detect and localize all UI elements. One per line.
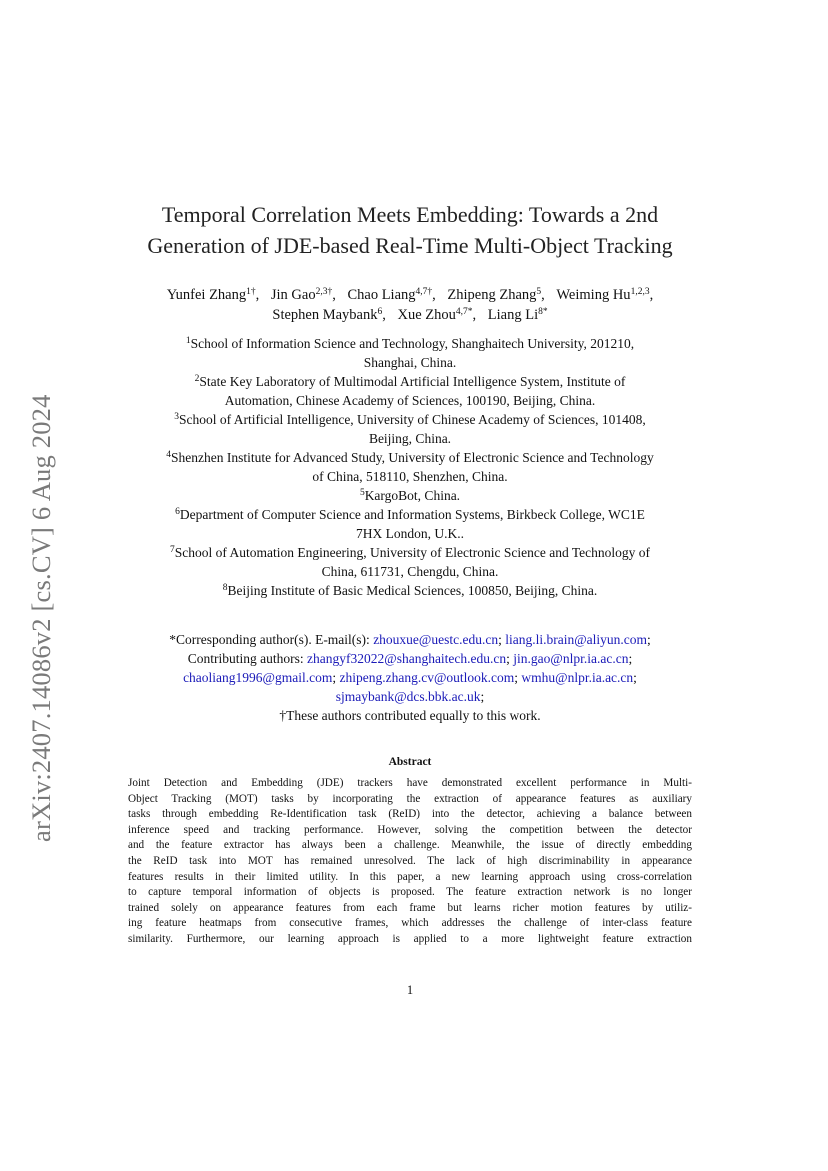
abstract-line: Joint Detection and Embedding (JDE) trackers have demonstrated excellent performance in Multi- xyxy=(128,777,692,789)
equal-contribution-note: †These authors contributed equally to this work. xyxy=(279,708,541,723)
affiliation: $^5$KargoBot, China. xyxy=(359,488,461,503)
abstract-line: similarity. Furthermore, our learning approach is applied to a more lightweight feature extraction xyxy=(128,932,692,945)
affiliation: $^7$School of Automation Engineering, University of Electronic Science and Technology of China, 611731, Chengdu, China. xyxy=(169,545,651,579)
affiliation: $^3$School of Artificial Intelligence, University of Chinese Academy of Sciences, 101408, Beijing, China. xyxy=(174,412,646,446)
author-line xyxy=(90,305,730,325)
contact-info: *Corresponding author(s). E-mail(s): zhouxue@uestc.edu.cn; liang.li.brain@aliyun.com; Contributing authors: zhangyf32022@shanghaitech.edu.cn; jin.gao@nlpr.ia.ac.cn; chaoliang1996@gmail.com; zhipeng.zhang.cv@outlook.com; wmhu@nlpr.ia.ac.cn; sjmaybank@dcs.bbk.ac.uk; †These authors contributed equally to this work. xyxy=(90,630,730,725)
abstract-line: trained solely on appearance features from each frame but learns richer motion features by utiliz- xyxy=(128,901,692,914)
author: Xue Zhou$^{4,7*}$, xyxy=(397,307,477,323)
affiliations xyxy=(90,334,730,600)
abstract-heading: Abstract xyxy=(388,756,432,768)
abstract-line: inference speed and tracking performance. However, solving the competition between the detector xyxy=(128,823,692,836)
abstract-line: features results in their limited utility. In this paper, a new learning approach using cross-correlation xyxy=(128,870,692,883)
affiliation: $^1$School of Information Science and Technology, Shanghaitech University, 201210, Shanghai, China. xyxy=(185,336,635,370)
page-number: 1 xyxy=(406,983,414,997)
abstract-body xyxy=(128,776,692,948)
email-link[interactable]: jin.gao@nlpr.ia.ac.cn xyxy=(513,651,629,666)
title-line: Generation of JDE-based Real-Time Multi-Object Tracking xyxy=(147,233,673,258)
contributing-label: Contributing authors: xyxy=(187,651,304,666)
title-line: Temporal Correlation Meets Embedding: Towards a 2nd xyxy=(161,202,659,227)
abstract-line: the ReID task into MOT has remained unresolved. The lack of high discriminability in appearance xyxy=(128,854,692,867)
author-line xyxy=(90,285,730,305)
email-link[interactable]: zhouxue@uestc.edu.cn xyxy=(373,632,499,647)
corresponding-label: *Corresponding author(s). E-mail(s): xyxy=(169,632,370,647)
author: Yunfei Zhang$^{1\dagger}$, xyxy=(166,287,260,303)
email-link[interactable]: zhangyf32022@shanghaitech.edu.cn xyxy=(307,651,507,666)
author: Zhipeng Zhang$^5$, xyxy=(447,287,545,303)
affiliation: $^4$Shenzhen Institute for Advanced Study, University of Electronic Science and Technology of China, 518110, Shenzhen, China. xyxy=(166,450,654,484)
email-link[interactable]: chaoliang1996@gmail.com xyxy=(183,670,333,685)
author: Liang $Li^{8*}$ xyxy=(487,307,548,323)
author: Stephen Maybank$^6$, xyxy=(272,307,386,323)
email-link[interactable]: sjmaybank@dcs.bbk.ac.uk xyxy=(335,689,481,704)
author: Chao Liang$^{4,7\dagger}$, xyxy=(347,287,436,303)
author: Weiming Hu$^{1,2,3}$, xyxy=(556,287,654,303)
abstract-line: and the feature extractor has always been a challenge. Meanwhile, the issue of directly embedding xyxy=(128,839,692,852)
abstract-line: ing feature heatmaps from consecutive frames, which addresses the challenge of inter-class feature xyxy=(128,917,692,930)
email-link[interactable]: liang.li.brain@aliyun.com xyxy=(505,632,647,647)
arxiv-identifier: arXiv:2407.14086v2 [cs.CV] 6 Aug 2024 xyxy=(26,394,56,842)
author: Jin Gao$^{2,3\dagger}$, xyxy=(270,287,336,303)
email-link[interactable]: wmhu@nlpr.ia.ac.cn xyxy=(521,670,634,685)
author-list xyxy=(90,285,730,325)
affiliation: $^6$Department of Computer Science and Information Systems, Birkbeck College, WC1E 7HX London, U.K.. xyxy=(175,507,645,541)
abstract-line: tasks through embedding Re-Identification task (ReID) into the detector, achieving a balance between xyxy=(128,808,692,821)
email-link[interactable]: zhipeng.zhang.cv@outlook.com xyxy=(339,670,515,685)
paper-title xyxy=(90,199,730,261)
affiliation: $^8$Beijing Institute of Basic Medical Sciences, 100850, Beijing, China. xyxy=(222,583,598,598)
affiliation: $^2$State Key Laboratory of Multimodal Artificial Intelligence System, Institute of Automation, Chinese Academy of Sciences, 100190, Beijing, China. xyxy=(194,374,626,408)
abstract-line: to capture temporal information of objects is proposed. The feature extraction network is no longer xyxy=(128,886,692,899)
abstract-line: Object Tracking (MOT) tasks by incorporating the extraction of appearance features as auxiliary xyxy=(128,792,692,805)
